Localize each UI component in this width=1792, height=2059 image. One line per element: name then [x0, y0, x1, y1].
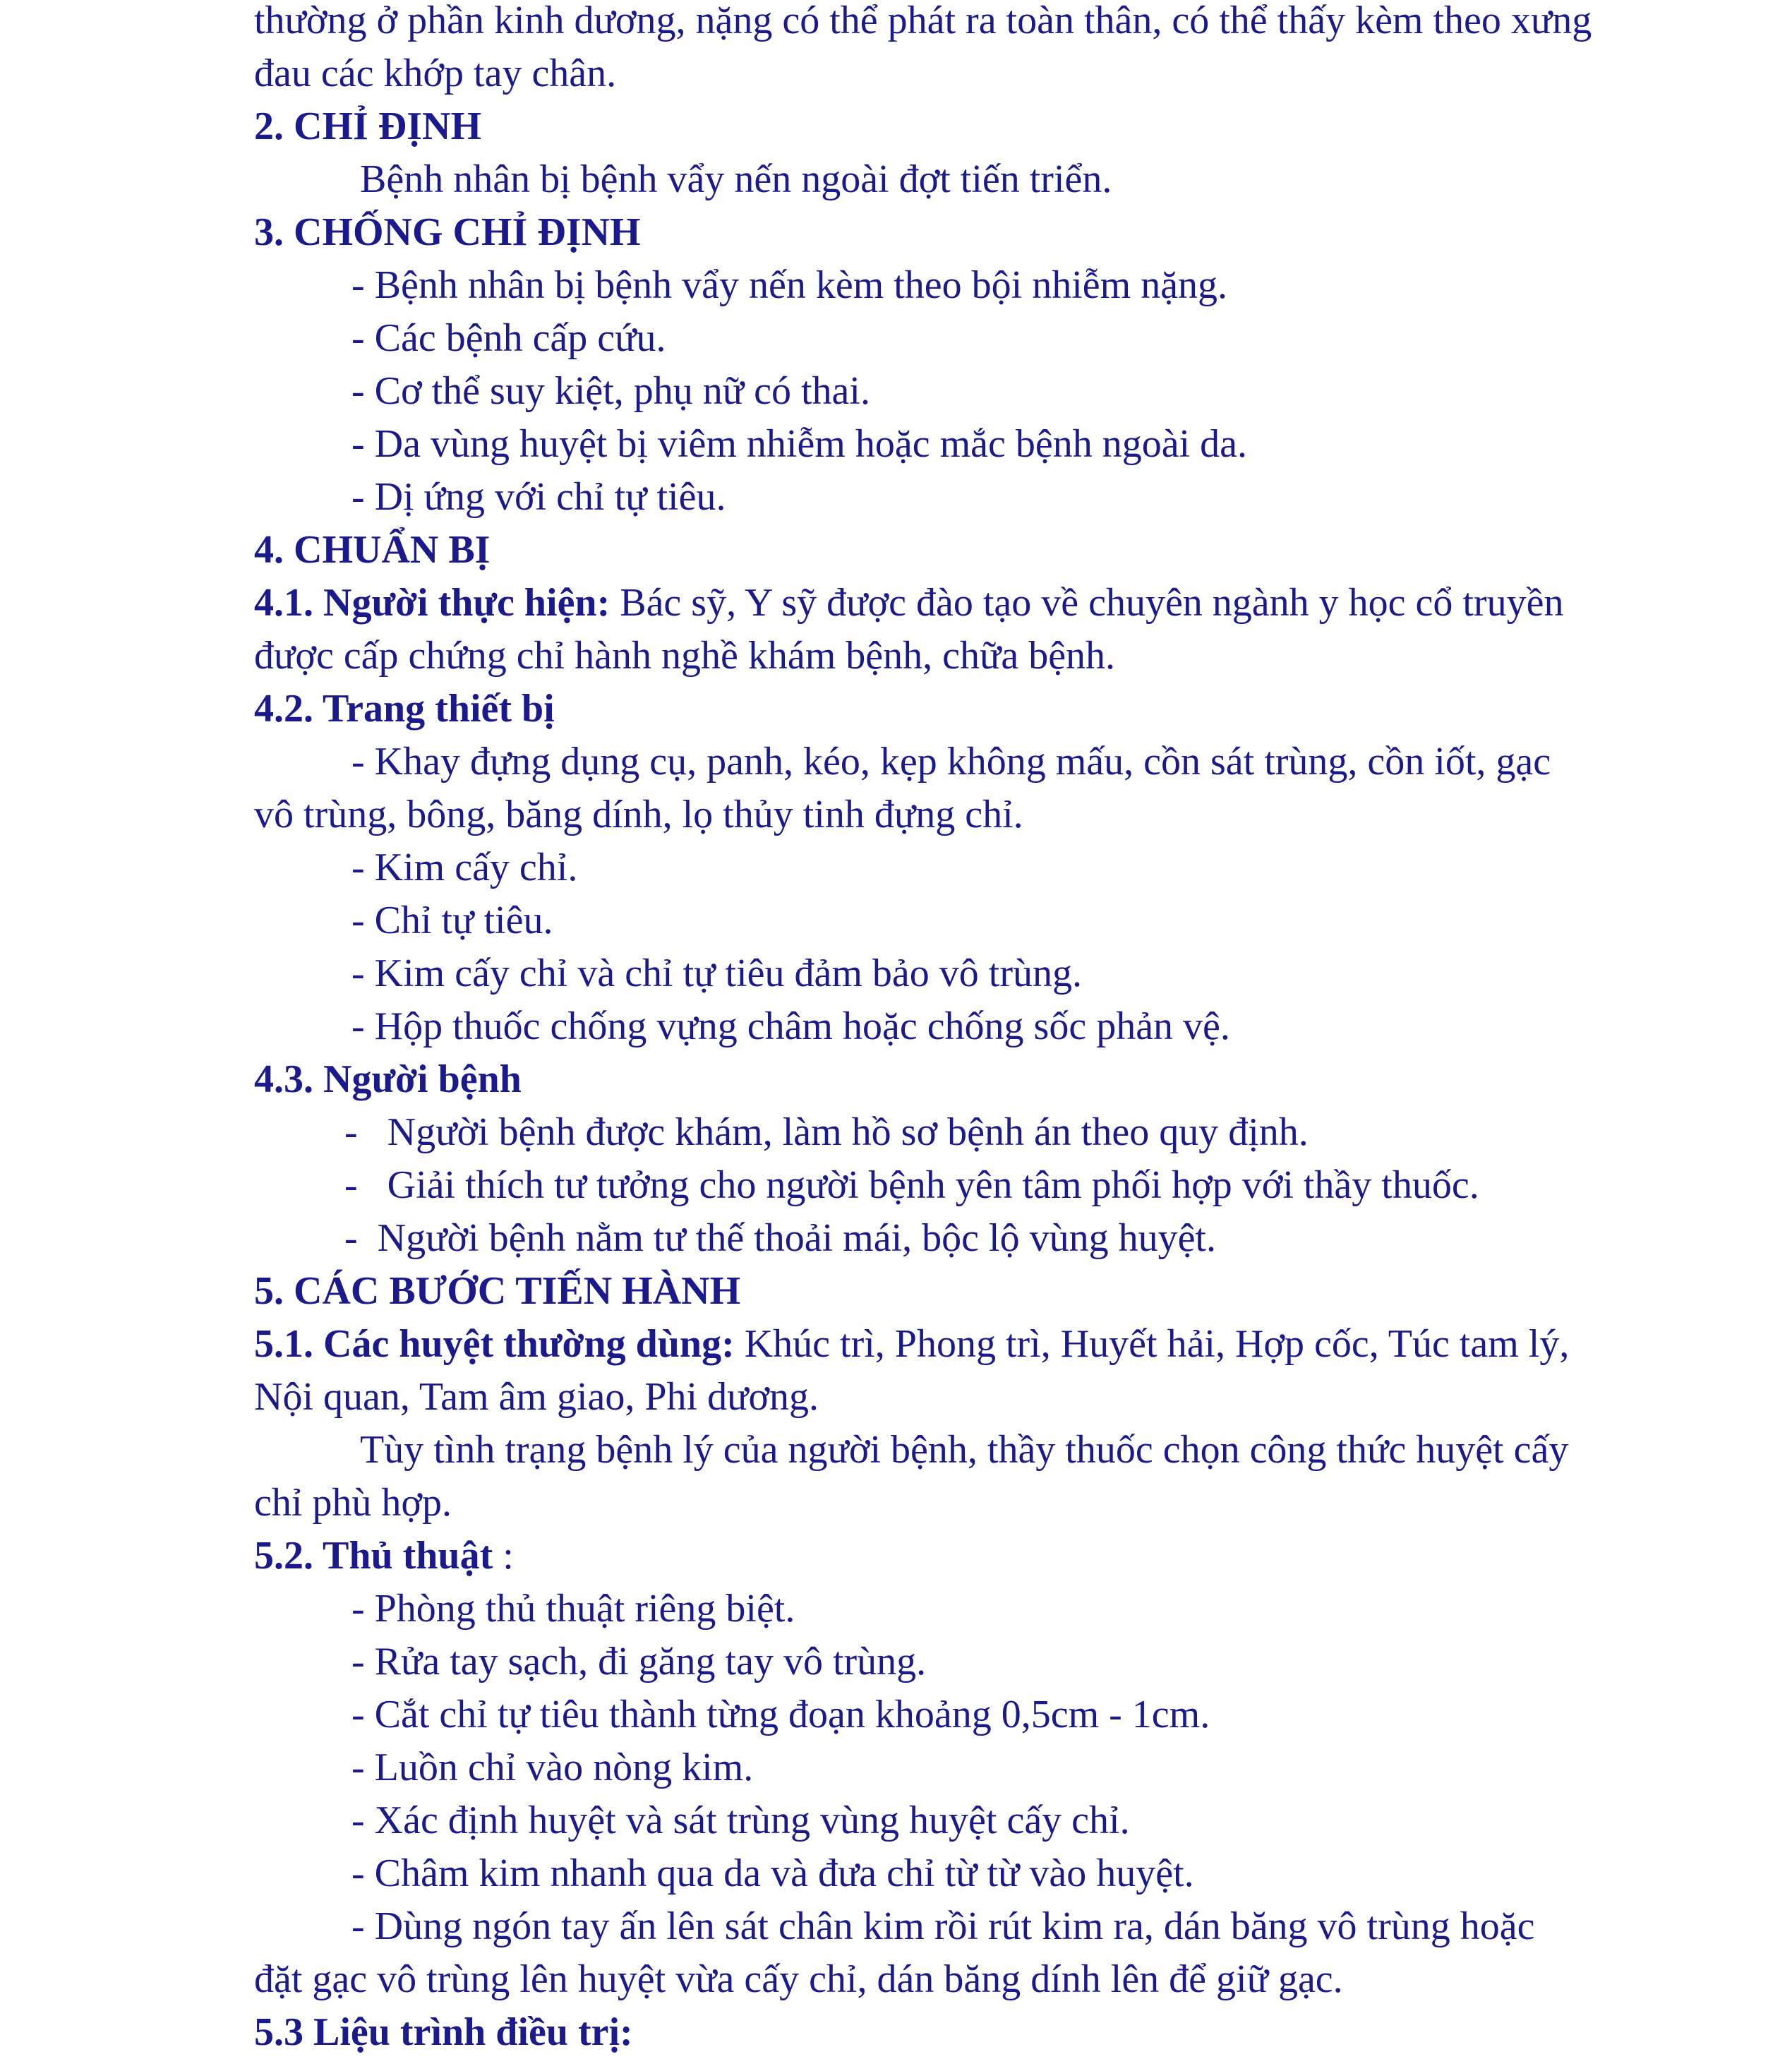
section-4-1-line-2: được cấp chứng chỉ hành nghề khám bệnh, chữa bệnh.	[254, 634, 1116, 678]
equipment-item-line-1: - Khay đựng dụng cụ, panh, kéo, kẹp không mấu, cồn sát trùng, cồn iốt, gạc	[351, 740, 1551, 784]
procedure-last-line-1: - Dùng ngón tay ấn lên sát chân kim rồi rút kim ra, dán băng vô trùng hoặc	[351, 1904, 1535, 1948]
list-item: - Châm kim nhanh qua da và đưa chỉ từ từ vào huyệt.	[351, 1851, 1194, 1895]
section-5-2-colon: :	[493, 1534, 514, 1578]
equipment-item-line-2: vô trùng, bông, băng dính, lọ thủy tinh đựng chỉ.	[254, 793, 1023, 836]
section-4-1-text: Bác sỹ, Y sỹ được đào tạo về chuyên ngành y học cổ truyền	[610, 581, 1564, 625]
list-item: - Dị ứng với chỉ tự tiêu.	[351, 475, 726, 519]
section-4-2-heading: 4.2. Trang thiết bị	[254, 687, 555, 731]
list-item: - Kim cấy chỉ.	[351, 846, 578, 889]
document-page	[254, 0, 1652, 2059]
section-5-1-para-line-2: chỉ phù hợp.	[254, 1481, 452, 1525]
section-5-1-line-2: Nội quan, Tam âm giao, Phi dương.	[254, 1375, 819, 1419]
list-item: - Xác định huyệt và sát trùng vùng huyệt cấy chỉ.	[351, 1799, 1130, 1842]
list-item: - Luồn chỉ vào nòng kim.	[351, 1746, 754, 1789]
section-5-1-para-line-1: Tùy tình trạng bệnh lý của người bệnh, thầy thuốc chọn công thức huyệt cấy	[360, 1428, 1569, 1472]
section-2-heading: 2. CHỈ ĐỊNH	[254, 104, 482, 148]
list-item: - Bệnh nhân bị bệnh vẩy nến kèm theo bội nhiễm nặng.	[351, 263, 1228, 307]
section-5-1-text: Khúc trì, Phong trì, Huyết hải, Hợp cốc, Túc tam lý,	[734, 1322, 1570, 1366]
list-item: - Kim cấy chỉ và chỉ tự tiêu đảm bảo vô trùng.	[351, 952, 1082, 995]
list-item: - Cơ thể suy kiệt, phụ nữ có thai.	[351, 369, 870, 413]
section-4-3-heading: 4.3. Người bệnh	[254, 1057, 522, 1101]
list-item: - Người bệnh nằm tư thế thoải mái, bộc lộ vùng huyệt.	[344, 1216, 1216, 1260]
list-item: - Rửa tay sạch, đi găng tay vô trùng.	[351, 1640, 927, 1683]
procedure-last-line-2: đặt gạc vô trùng lên huyệt vừa cấy chỉ, dán băng dính lên để giữ gạc.	[254, 1957, 1343, 2001]
section-5-1-label: 5.1. Các huyệt thường dùng:	[254, 1322, 735, 1366]
list-item: - Chỉ tự tiêu.	[351, 899, 553, 942]
list-item: - Giải thích tư tưởng cho người bệnh yên tâm phối hợp với thầy thuốc.	[344, 1163, 1479, 1207]
list-item: - Người bệnh được khám, làm hồ sơ bệnh án theo quy định.	[344, 1110, 1309, 1154]
section-3-heading: 3. CHỐNG CHỈ ĐỊNH	[254, 210, 641, 254]
intro-line-2: đau các khớp tay chân.	[254, 52, 617, 95]
section-5-2-heading	[254, 1530, 1652, 1583]
intro-line-1: thường ở phần kinh dương, nặng có thể phát ra toàn thân, có thể thấy kèm theo xưng	[254, 0, 1592, 42]
section-4-1-line-1	[254, 577, 1652, 630]
section-5-3-heading: 5.3 Liệu trình điều trị:	[254, 2010, 633, 2054]
list-item: - Cắt chỉ tự tiêu thành từng đoạn khoảng 0,5cm - 1cm.	[351, 1693, 1210, 1736]
section-5-heading: 5. CÁC BƯỚC TIẾN HÀNH	[254, 1269, 741, 1313]
list-item: - Phòng thủ thuật riêng biệt.	[351, 1587, 795, 1631]
section-4-heading: 4. CHUẨN BỊ	[254, 528, 491, 572]
section-5-2-label: 5.2. Thủ thuật	[254, 1534, 493, 1578]
section-5-1-line-1	[254, 1318, 1652, 1371]
list-item: - Da vùng huyệt bị viêm nhiễm hoặc mắc bệnh ngoài da.	[351, 422, 1247, 466]
list-item: - Hộp thuốc chống vựng châm hoặc chống sốc phản vệ.	[351, 1004, 1230, 1048]
section-2-text: Bệnh nhân bị bệnh vẩy nến ngoài đợt tiến triển.	[360, 157, 1112, 201]
list-item: - Các bệnh cấp cứu.	[351, 316, 666, 360]
section-4-1-label: 4.1. Người thực hiện:	[254, 581, 611, 625]
